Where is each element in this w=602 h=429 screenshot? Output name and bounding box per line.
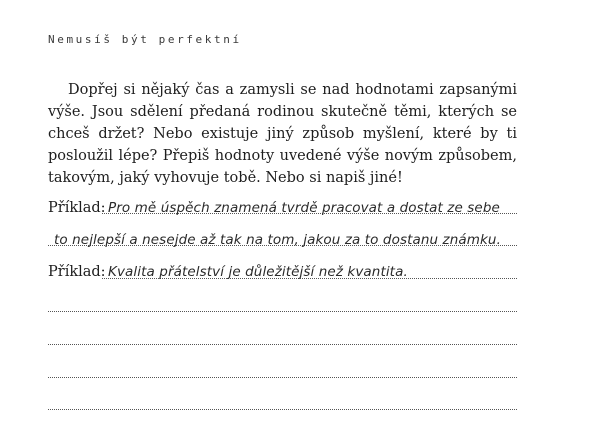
handwritten-answer: Kvalita přátelství je důležitější než kvantita. [108, 264, 408, 280]
empty-writing-line[interactable] [48, 377, 517, 378]
instruction-paragraph: Dopřej si nějaký čas a zamysli se nad hodnotami zapsanými výše. Jsou sdělení předaná rodinou skutečně těmi, kterých se chceš držet? Nebo existuje jiný způsob myšlení, které by ti posloužil lépe? Přepiš hodnoty uvedené výše novým způsobem, takovým, jaký vyhovuje tobě. Nebo si napiš jiné! [48, 82, 517, 186]
example-label: Příklad: [48, 264, 106, 280]
empty-writing-line[interactable] [48, 409, 517, 410]
handwritten-answer: to nejlepší a nesejde až tak na tom, jakou za to dostanu známku. [54, 232, 501, 248]
empty-writing-line[interactable] [48, 311, 517, 312]
empty-writing-line[interactable] [48, 344, 517, 345]
handwritten-answer: Pro mě úspěch znamená tvrdě pracovat a dostat ze sebe [108, 200, 500, 216]
running-header: Nemusíš být perfektní [48, 33, 242, 46]
example-label: Příklad: [48, 200, 106, 216]
